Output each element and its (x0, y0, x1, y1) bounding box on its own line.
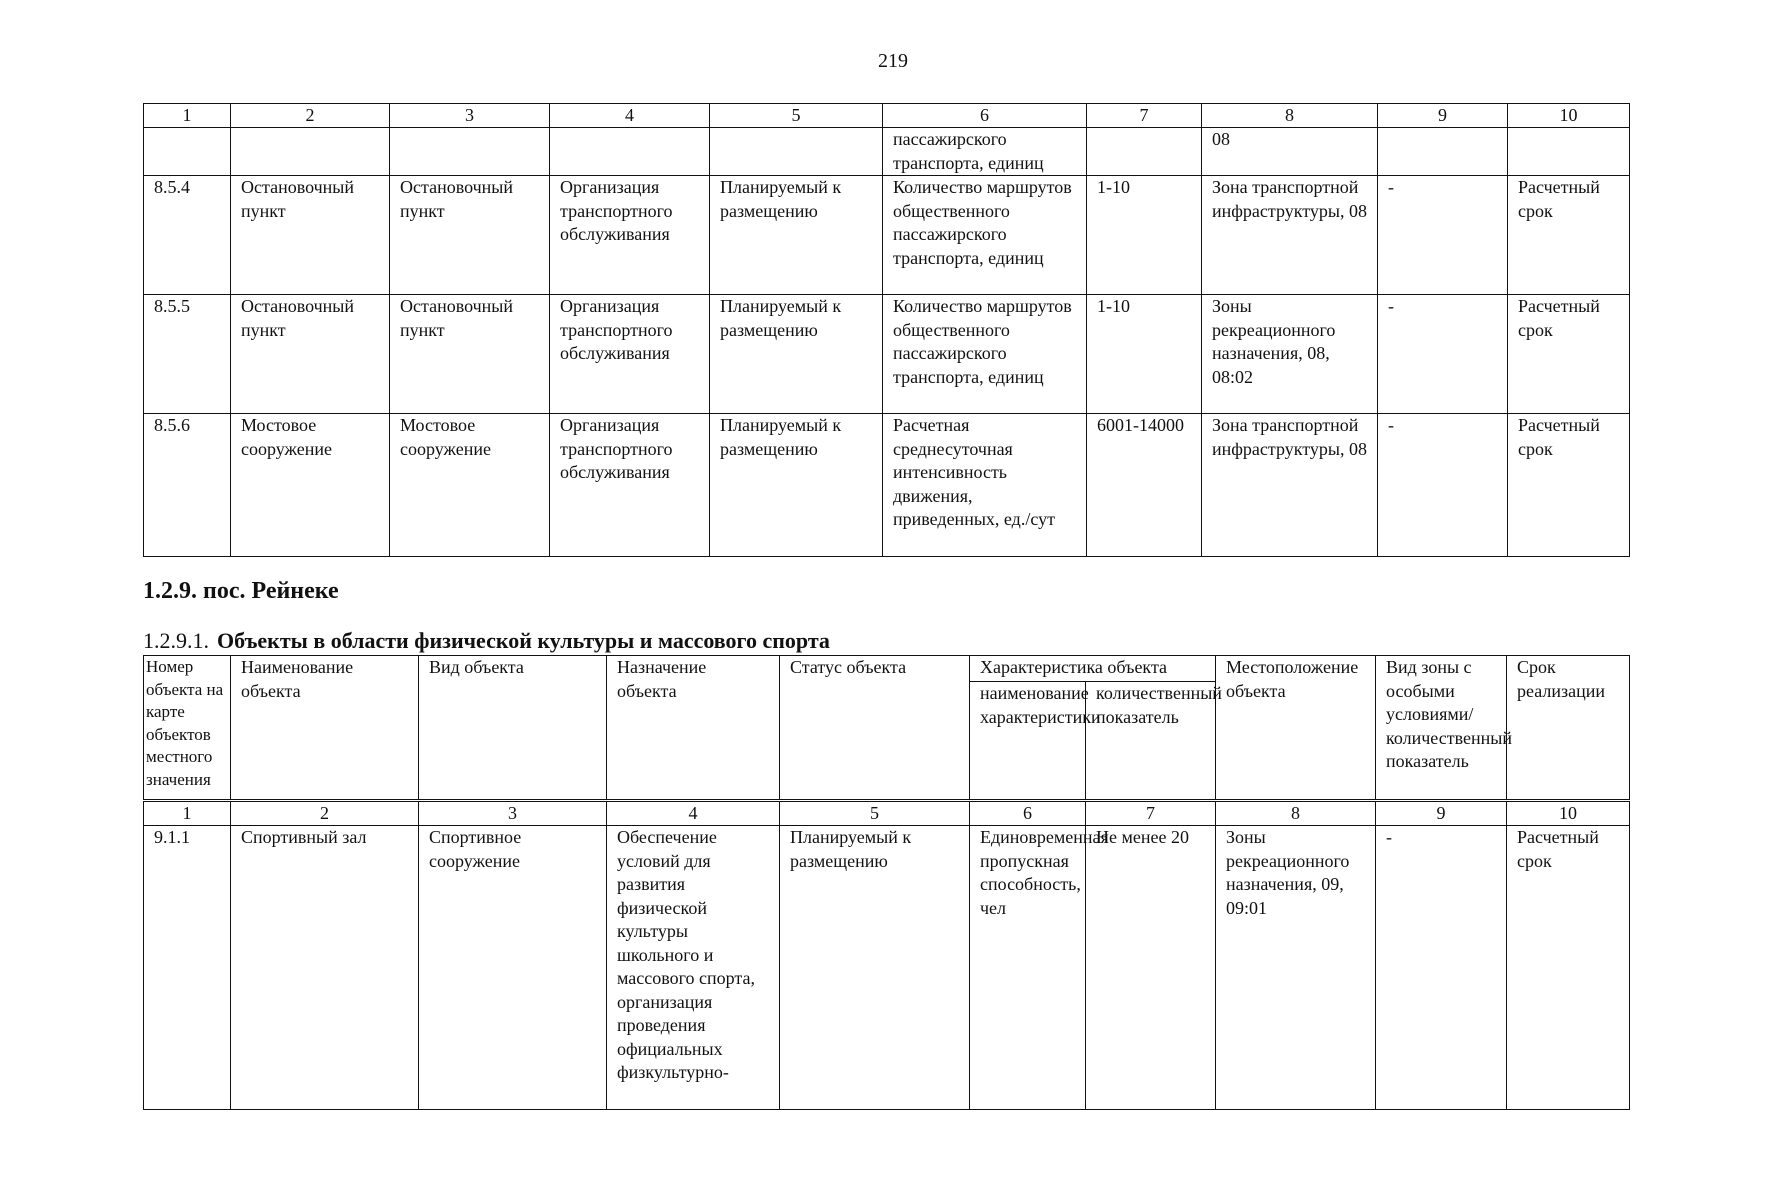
table-cell: 08 (1202, 128, 1378, 176)
table-cell (1508, 128, 1630, 176)
table-cell: Планируемый к размещению (710, 176, 883, 295)
table-cell: 1-10 (1087, 176, 1202, 295)
table-cell: 8.5.5 (144, 295, 231, 414)
transport-objects-table (143, 103, 1630, 557)
table-cell: Организация транспортного обслуживания (550, 295, 710, 414)
header-zone: Вид зоны с особыми условиями/ количественный показатель (1376, 656, 1507, 800)
section-title: 1.2.9. пос. Рейнеке (143, 578, 339, 604)
table-cell: Количество маршрутов общественного пассажирского транспорта, единиц (883, 295, 1087, 414)
column-number: 8 (1202, 104, 1378, 128)
column-number: 5 (710, 104, 883, 128)
column-number: 10 (1507, 802, 1630, 826)
table-cell: Единовременная пропускная способность, чел (970, 826, 1086, 1110)
table-cell: Остановочный пункт (390, 295, 550, 414)
column-number: 3 (419, 802, 607, 826)
column-number: 4 (550, 104, 710, 128)
table-cell: 1-10 (1087, 295, 1202, 414)
table-cell: Остановочный пункт (231, 176, 390, 295)
column-number: 2 (231, 104, 390, 128)
table-cell (550, 128, 710, 176)
table-cell: Мостовое сооружение (231, 414, 390, 557)
table-cell: 8.5.4 (144, 176, 231, 295)
header-purpose: Назначение объекта (607, 656, 780, 800)
column-number: 7 (1087, 104, 1202, 128)
column-number: 5 (780, 802, 970, 826)
column-number: 3 (390, 104, 550, 128)
header-name: Наименование объекта (231, 656, 419, 800)
table-cell: Организация транспортного обслуживания (550, 414, 710, 557)
table-cell: Мостовое сооружение (390, 414, 550, 557)
column-number: 10 (1508, 104, 1630, 128)
table-cell: пассажирского транспорта, единиц (883, 128, 1087, 176)
table-cell: Расчетный срок (1508, 295, 1630, 414)
column-number: 8 (1216, 802, 1376, 826)
table-cell (390, 128, 550, 176)
table-cell: Зоны рекреационного назначения, 08, 08:02 (1202, 295, 1378, 414)
table-cell: - (1378, 414, 1508, 557)
table-cell: 6001-14000 (1087, 414, 1202, 557)
subsection-title (143, 628, 830, 654)
column-number: 9 (1378, 104, 1508, 128)
table-cell: Количество маршрутов общественного пассажирского транспорта, единиц (883, 176, 1087, 295)
column-number: 4 (607, 802, 780, 826)
table-cell: Зона транспортной инфраструктуры, 08 (1202, 414, 1378, 557)
header-char-value: количественный показатель (1086, 682, 1216, 800)
column-number-row (144, 802, 1630, 826)
column-number: 6 (970, 802, 1086, 826)
table-cell: Спортивный зал (231, 826, 419, 1110)
table-cell: - (1378, 295, 1508, 414)
page-number: 219 (878, 50, 908, 72)
table-cell: Обеспечение условий для развития физической культуры школьного и массового спорта, организация проведения официальных физкультурно- (607, 826, 780, 1110)
table-row (144, 414, 1630, 557)
table-cell: Планируемый к размещению (710, 295, 883, 414)
table-cell: 8.5.6 (144, 414, 231, 557)
table-row (144, 295, 1630, 414)
table-cell (1087, 128, 1202, 176)
table-cell (1378, 128, 1508, 176)
sports-objects-header-table (143, 655, 1630, 800)
subsection-number: 1.2.9.1. (143, 628, 209, 653)
table-cell: 9.1.1 (144, 826, 231, 1110)
table-cell: Расчетный срок (1508, 414, 1630, 557)
column-number: 1 (144, 802, 231, 826)
table-cell: Планируемый к размещению (780, 826, 970, 1110)
table-cell: Остановочный пункт (231, 295, 390, 414)
table-cell: Спортивное сооружение (419, 826, 607, 1110)
table-cell: Остановочный пункт (390, 176, 550, 295)
header-type: Вид объекта (419, 656, 607, 800)
table-cell: Зона транспортной инфраструктуры, 08 (1202, 176, 1378, 295)
table-cell: Планируемый к размещению (710, 414, 883, 557)
subsection-heading: Объекты в области физической культуры и массового спорта (217, 628, 830, 653)
column-number: 1 (144, 104, 231, 128)
header-term: Срок реализации (1507, 656, 1630, 800)
column-number: 2 (231, 802, 419, 826)
column-number: 9 (1376, 802, 1507, 826)
column-number-row (144, 104, 1630, 128)
header-location: Местоположение объекта (1216, 656, 1376, 800)
table-row (144, 128, 1630, 176)
column-number: 6 (883, 104, 1087, 128)
table-row (144, 826, 1630, 1110)
table-cell (231, 128, 390, 176)
table-cell (144, 128, 231, 176)
header-char-name: наименование характеристики (970, 682, 1086, 800)
table-cell: - (1376, 826, 1507, 1110)
table-cell: Расчетный срок (1507, 826, 1630, 1110)
table-cell: Расчетная среднесуточная интенсивность движения, приведенных, ед./сут (883, 414, 1087, 557)
column-number: 7 (1086, 802, 1216, 826)
table-cell: Зоны рекреационного назначения, 09, 09:01 (1216, 826, 1376, 1110)
table-cell: Не менее 20 (1086, 826, 1216, 1110)
table-cell: Организация транспортного обслуживания (550, 176, 710, 295)
header-object-number: Номер объекта на карте объектов местного значения (144, 656, 231, 800)
table-cell: Расчетный срок (1508, 176, 1630, 295)
table-cell: - (1378, 176, 1508, 295)
sports-objects-table (143, 801, 1630, 1110)
header-status: Статус объекта (780, 656, 970, 800)
header-characteristic: Характеристика объекта (970, 656, 1216, 682)
table-cell (710, 128, 883, 176)
table-row (144, 176, 1630, 295)
